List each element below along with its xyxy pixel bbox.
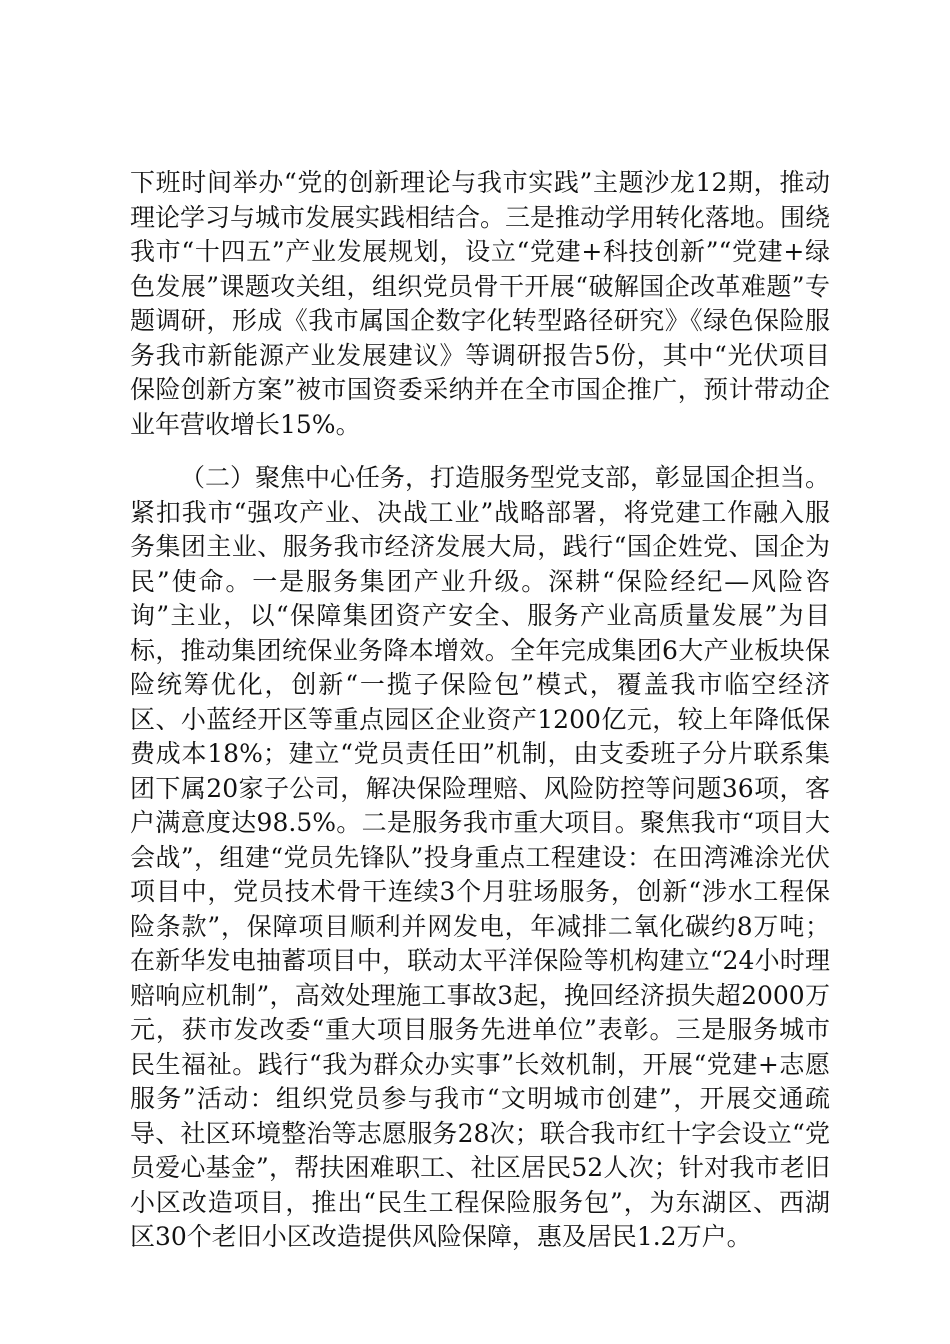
document-page <box>130 166 830 1255</box>
paragraph-section-two: （二）聚焦中心任务，打造服务型党支部，彰显国企担当。紧扣我市“强攻产业、决战工业”战略部署，将党建工作融入服务集团主业、服务我市经济发展大局，践行“国企姓党、国企为民”使命。一是服务集团产业升级。深耕“保险经纪—风险咨询”主业，以“保障集团资产安全、服务产业高质量发展”为目标，推动集团统保业务降本增效。全年完成集团6大产业板块保险统筹优化，创新“一揽子保险包”模式，覆盖我市临空经济区、小蓝经开区等重点园区企业资产1200亿元，较上年降低保费成本18%；建立“党员责任田”机制，由支委班子分片联系集团下属20家子公司，解决保险理赔、风险防控等问题36项，客户满意度达98.5%。二是服务我市重大项目。聚焦我市“项目大会战”，组建“党员先锋队”投身重点工程建设：在田湾滩涂光伏项目中，党员技术骨干连续3个月驻场服务，创新“涉水工程保险条款”，保障项目顺利并网发电，年减排二氧化碳约8万吨；在新华发电抽蓄项目中，联动太平洋保险等机构建立“24小时理赔响应机制”，高效处理施工事故3起，挽回经济损失超2000万元，获市发改委“重大项目服务先进单位”表彰。三是服务城市民生福祉。践行“我为群众办实事”长效机制，开展“党建+志愿服务”活动：组织党员参与我市“文明城市创建”，开展交通疏导、社区环境整治等志愿服务28次；联合我市红十字会设立“党员爱心基金”，帮扶困难职工、社区居民52人次；针对我市老旧小区改造项目，推出“民生工程保险服务包”，为东湖区、西湖区30个老旧小区改造提供风险保障，惠及居民1.2万户。 <box>130 463 831 1251</box>
paragraph-continued: 下班时间举办“党的创新理论与我市实践”主题沙龙12期，推动理论学习与城市发展实践相结合。三是推动学用转化落地。围绕我市“十四五”产业发展规划，设立“党建+科技创新”“党建+绿色发展”课题攻关组，组织党员骨干开展“破解国企改革难题”专题调研，形成《我市属国企数字化转型路径研究》《绿色保险服务我市新能源产业发展建议》等调研报告5份，其中“光伏项目保险创新方案”被市国资委采纳并在全市国企推广，预计带动企业年营收增长15%。 <box>130 168 831 439</box>
